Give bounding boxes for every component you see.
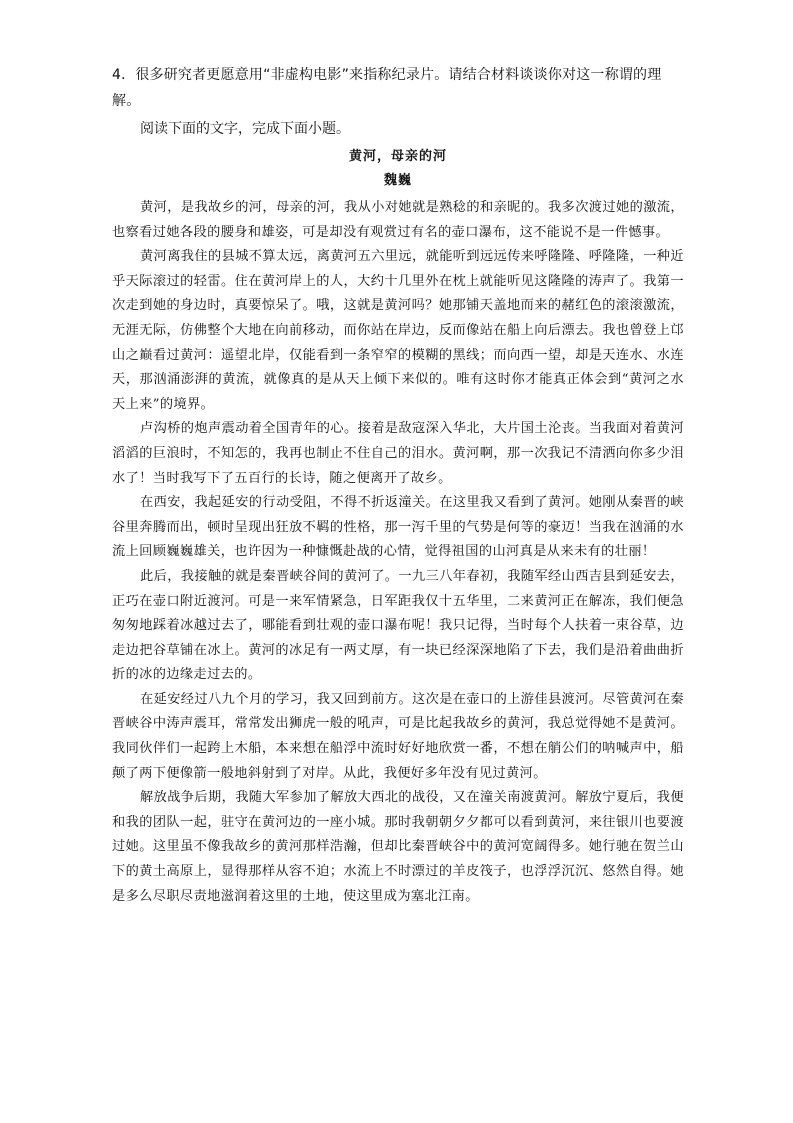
article-paragraph: 卢沟桥的炮声震动着全国青年的心。接着是敌寇深入华北，大片国土沦丧。当我面对着黄河滔滔的巨浪时，不知怎的，我再也制止不住自己的泪水。黄河啊，那一次我记不清洒向你多少泪水了！当时我写下了五百行的长诗，随之便离开了故乡。: [112, 421, 684, 486]
article-paragraph: 此后，我接触的就是秦晋峡谷间的黄河了。一九三八年春初，我随军经山西吉县到延安去，正巧在壶口附近渡河。可是一来军情紧急，日军距我仅十五华里，二来黄河正在解冻，我们便急匆匆地踩着冰越过去了，哪能看到壮观的壶口瀑布呢！我只记得，当时每个人扶着一束谷草，边走边把谷草铺在冰上。黄河的冰足有一两丈厚，有一块已经深深地陷了下去，我们是沿着曲曲折折的冰的边缘走过去的。: [112, 568, 684, 683]
question-number: 4．: [112, 67, 136, 83]
reading-instruction: 阅读下面的文字，完成下面小题。: [140, 121, 350, 137]
article-paragraph: 黄河离我住的县城不算太远，离黄河五六里远，就能听到远远传来呼隆隆、呼隆隆，一种近乎天际滚过的轻雷。住在黄河岸上的人，大约十几里外在枕上就能听见这隆隆的涛声了。我第一次走到她的身边时，真要惊呆了。哦，这就是黄河吗？她那铺天盖地而来的赭红色的滚滚激流，无涯无际，仿佛整个大地在向前移动，而你站在岸边，反而像站在船上向后漂去。我也曾登上邙山之巅看过黄河：遥望北岸，仅能看到一条窄窄的模糊的黑线；而向西一望，却是天连水、水连天，那汹涌澎湃的黄流，就像真的是从天上倾下来似的。唯有这时你才能真正体会到“黄河之水天上来”的境界。: [112, 249, 684, 412]
article-paragraph: 黄河，是我故乡的河，母亲的河，我从小对她就是熟稔的和亲昵的。我多次渡过她的激流，也察看过她各段的腰身和雄姿，可是却没有观赏过有名的壶口瀑布，这不能说不是一件憾事。: [112, 200, 684, 240]
document-page: [112, 62, 684, 909]
question-text: 很多研究者更愿意用“非虚构电影”来指称纪录片。请结合材料谈谈你对这一称谓的理解。: [112, 67, 662, 109]
question-4: [112, 62, 684, 114]
article-paragraph: 解放战争后期，我随大军参加了解放大西北的战役，又在潼关南渡黄河。解放宁夏后，我便和我的团队一起，驻守在黄河边的一座小城。那时我朝朝夕夕都可以看到黄河，来往银川也要渡过她。这里虽不像我故乡的黄河那样浩瀚，但却比秦晋峡谷中的黄河宽阔得多。她行驰在贺兰山下的黄土高原上，显得那样从容不迫；水流上不时漂过的羊皮筏子，也浮浮沉沉、悠然自得。她是多么尽职尽责地滋润着这里的土地，使这里成为塞北江南。: [112, 790, 684, 904]
article-paragraph: 在西安，我起延安的行动受阻，不得不折返潼关。在这里我又看到了黄河。她刚从秦晋的峡谷里奔腾而出，顿时呈现出狂放不羁的性格，那一泻千里的气势是何等的豪迈！当我在汹涌的水流上回顾巍巍雄关，也许因为一种慷慨赴战的心情，觉得祖国的山河真是从来未有的壮丽！: [112, 495, 684, 560]
article-paragraph: 在延安经过八九个月的学习，我又回到前方。这次是在壶口的上游佳县渡河。尽管黄河在秦晋峡谷中涛声震耳，常常发出狮虎一般的吼声，可是比起我故乡的黄河，我总觉得她不是黄河。我同伙伴们一起跨上木船，本来想在船浮中流时好好地欣赏一番，不想在艄公们的呐喊声中，船颠了两下便像箭一般地斜射到了对岸。从此，我便好多年没有见过黄河。: [112, 691, 684, 781]
article-title: 黄河，母亲的河: [348, 149, 447, 164]
article-author: 魏巍: [383, 173, 412, 188]
